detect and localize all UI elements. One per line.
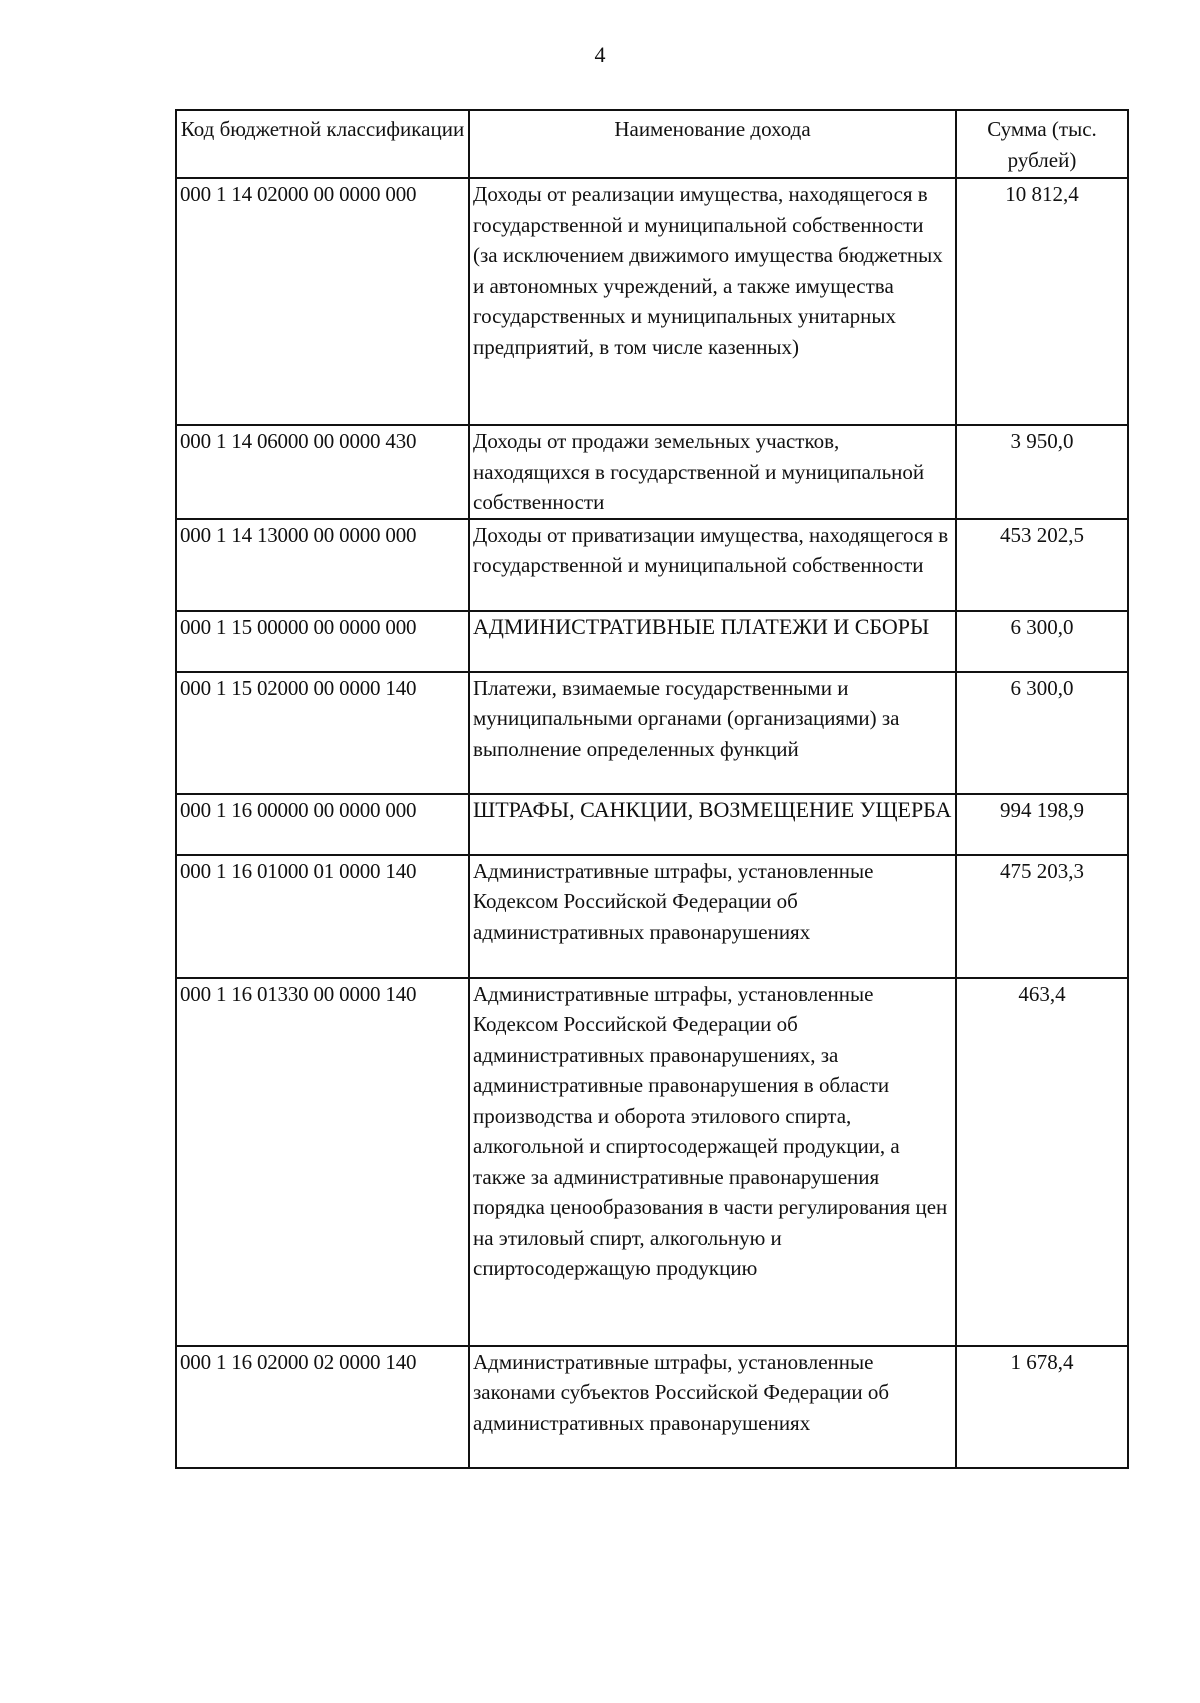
row-amount: 994 198,9	[956, 794, 1128, 855]
table-row	[176, 519, 1128, 611]
row-amount: 6 300,0	[956, 611, 1128, 672]
revenue-table	[175, 109, 1129, 1469]
table-row	[176, 794, 1128, 855]
table-row	[176, 978, 1128, 1346]
row-amount: 475 203,3	[956, 855, 1128, 978]
row-name: Платежи, взимаемые государственными и муниципальными органами (организациями) за выполнение определенных функций	[469, 672, 956, 794]
row-name: ШТРАФЫ, САНКЦИИ, ВОЗМЕЩЕНИЕ УЩЕРБА	[469, 794, 956, 855]
table-row	[176, 672, 1128, 794]
row-code: 000 1 15 02000 00 0000 140	[176, 672, 469, 794]
table-row	[176, 855, 1128, 978]
row-code: 000 1 14 06000 00 0000 430	[176, 425, 469, 519]
table-row	[176, 611, 1128, 672]
row-name: Доходы от приватизации имущества, находящегося в государственной и муниципальной собственности	[469, 519, 956, 611]
row-name: Административные штрафы, установленные законами субъектов Российской Федерации об административных правонарушениях	[469, 1346, 956, 1468]
row-amount: 3 950,0	[956, 425, 1128, 519]
row-name: Доходы от реализации имущества, находящегося в государственной и муниципальной собственности (за исключением движимого имущества бюджетных и автономных учреждений, а также имущества государственных и муниципальных унитарных предприятий, в том числе казенных)	[469, 178, 956, 425]
table-row	[176, 178, 1128, 425]
row-amount: 463,4	[956, 978, 1128, 1346]
header-code: Код бюджетной классификации	[176, 110, 469, 178]
header-name: Наименование дохода	[469, 110, 956, 178]
row-code: 000 1 16 01000 01 0000 140	[176, 855, 469, 978]
row-amount: 1 678,4	[956, 1346, 1128, 1468]
row-code: 000 1 14 02000 00 0000 000	[176, 178, 469, 425]
header-amount: Сумма (тыс. рублей)	[956, 110, 1128, 178]
row-code: 000 1 15 00000 00 0000 000	[176, 611, 469, 672]
page-number: 4	[594, 42, 606, 67]
row-code: 000 1 16 02000 02 0000 140	[176, 1346, 469, 1468]
row-amount: 6 300,0	[956, 672, 1128, 794]
table-header-row	[176, 110, 1128, 178]
row-name: Доходы от продажи земельных участков, находящихся в государственной и муниципальной собственности	[469, 425, 956, 519]
row-name: Административные штрафы, установленные Кодексом Российской Федерации об административных правонарушениях	[469, 855, 956, 978]
row-name: Административные штрафы, установленные Кодексом Российской Федерации об административных правонарушениях, за административные правонарушения в области производства и оборота этилового спирта, алкогольной и спиртосодержащей продукции, а также за административные правонарушения порядка ценообразования в части регулирования цен на этиловый спирт, алкогольную и спиртосодержащую продукцию	[469, 978, 956, 1346]
row-amount: 453 202,5	[956, 519, 1128, 611]
row-code: 000 1 16 01330 00 0000 140	[176, 978, 469, 1346]
table-row	[176, 1346, 1128, 1468]
row-name: АДМИНИСТРАТИВНЫЕ ПЛАТЕЖИ И СБОРЫ	[469, 611, 956, 672]
row-code: 000 1 16 00000 00 0000 000	[176, 794, 469, 855]
row-amount: 10 812,4	[956, 178, 1128, 425]
row-code: 000 1 14 13000 00 0000 000	[176, 519, 469, 611]
table-row	[176, 425, 1128, 519]
